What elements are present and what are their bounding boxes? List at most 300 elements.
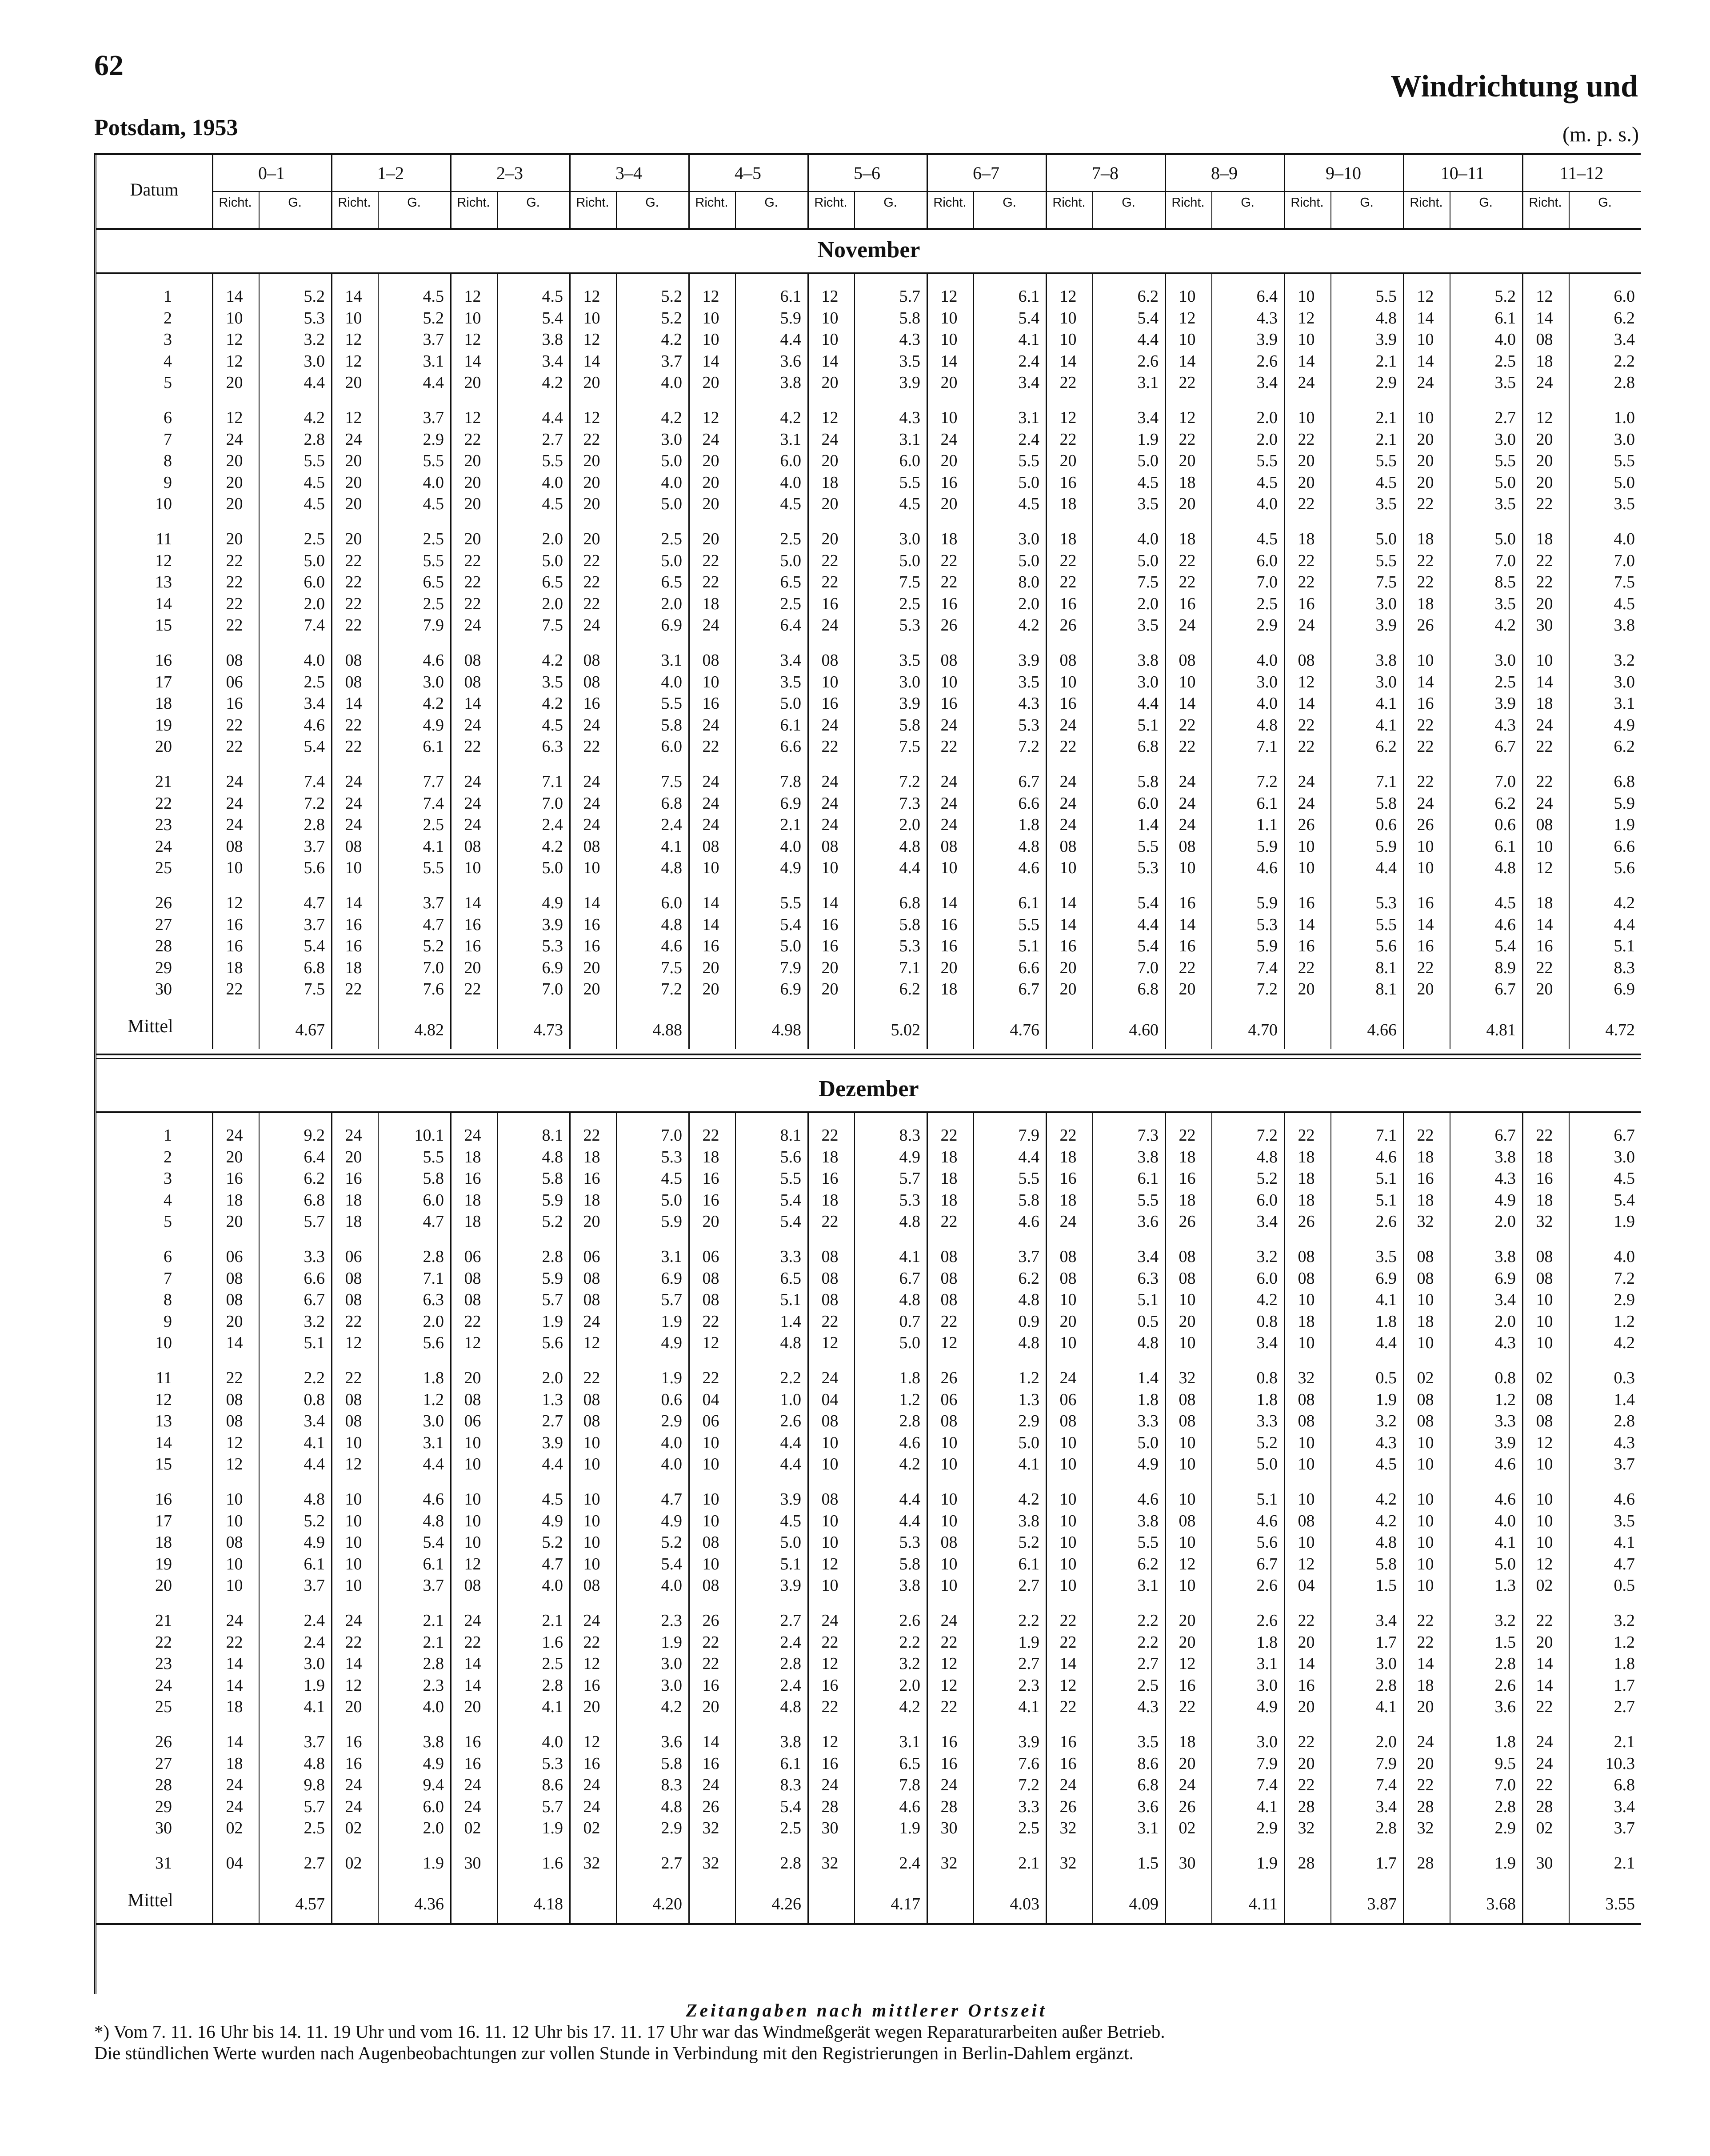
direction-cell: 20 bbox=[1059, 958, 1077, 977]
direction-cell: 14 bbox=[1536, 915, 1553, 934]
header-column-rule bbox=[927, 155, 928, 228]
speed-cell: 1.8 bbox=[423, 1369, 444, 1387]
direction-cell: 24 bbox=[345, 815, 362, 834]
time-note: Zeitangaben nach mittlerer Ortszeit bbox=[686, 2000, 1047, 2020]
direction-cell: 10 bbox=[1298, 287, 1315, 306]
hour-header: 4–5 bbox=[735, 163, 761, 183]
direction-cell: 32 bbox=[1059, 1854, 1077, 1873]
speed-cell: 2.5 bbox=[1494, 351, 1516, 371]
direction-cell: 22 bbox=[345, 737, 362, 756]
direction-cell: 22 bbox=[345, 551, 362, 570]
speed-cell: 0.6 bbox=[661, 1390, 682, 1409]
direction-cell: 08 bbox=[821, 1490, 839, 1509]
speed-cell: 7.0 bbox=[1494, 551, 1516, 570]
speed-cell: 3.8 bbox=[1137, 1511, 1159, 1530]
speed-cell: 4.1 bbox=[1375, 715, 1397, 735]
direction-cell: 20 bbox=[464, 530, 481, 548]
speed-cell: 4.8 bbox=[1018, 1334, 1039, 1353]
speed-cell: 6.0 bbox=[1256, 1190, 1278, 1210]
direction-cell: 20 bbox=[1179, 1754, 1196, 1773]
speed-cell: 4.4 bbox=[899, 1511, 920, 1530]
speed-cell: 4.0 bbox=[1494, 1511, 1516, 1530]
direction-cell: 10 bbox=[821, 1433, 839, 1452]
column-rule bbox=[1046, 272, 1047, 1049]
speed-cell: 7.2 bbox=[1256, 980, 1278, 999]
direction-cell: 14 bbox=[1417, 308, 1434, 327]
speed-cell: 4.4 bbox=[304, 1455, 325, 1474]
speed-cell: 3.8 bbox=[1375, 651, 1397, 670]
speed-cell: 9.4 bbox=[423, 1776, 444, 1795]
row-date: 10 bbox=[155, 495, 172, 514]
speed-cell: 4.6 bbox=[1375, 1147, 1397, 1166]
speed-cell: 4.2 bbox=[1375, 1490, 1397, 1509]
direction-cell: 22 bbox=[345, 616, 362, 635]
mean-value: 3.55 bbox=[1605, 1894, 1635, 1913]
speed-cell: 8.9 bbox=[1494, 958, 1516, 977]
speed-cell: 4.7 bbox=[423, 1212, 444, 1231]
direction-cell: 32 bbox=[1298, 1369, 1315, 1387]
direction-cell: 10 bbox=[1417, 837, 1434, 856]
direction-cell: 22 bbox=[583, 573, 600, 592]
speed-cell: 2.0 bbox=[1494, 1312, 1516, 1331]
speed-cell: 4.8 bbox=[542, 1147, 563, 1166]
speed-cell: 4.5 bbox=[1375, 473, 1397, 492]
speed-cell: 6.8 bbox=[899, 894, 920, 912]
speed-cell: 7.0 bbox=[1494, 1776, 1516, 1795]
speed-cell: 4.3 bbox=[1137, 1697, 1159, 1717]
header-subcolumn-rule bbox=[1330, 191, 1331, 228]
direction-cell: 14 bbox=[1417, 351, 1434, 371]
direction-cell: 12 bbox=[1536, 858, 1553, 878]
speed-cell: 2.6 bbox=[899, 1611, 920, 1630]
direction-cell: 24 bbox=[821, 772, 839, 791]
direction-cell: 22 bbox=[702, 1633, 719, 1652]
speed-cell: 6.5 bbox=[661, 573, 682, 592]
row-date: 29 bbox=[155, 1797, 172, 1816]
header-subcolumn-rule bbox=[1211, 191, 1212, 228]
speed-cell: 2.5 bbox=[423, 594, 444, 613]
direction-cell: 20 bbox=[940, 958, 958, 977]
direction-cell: 26 bbox=[940, 1369, 958, 1387]
speed-cell: 5.6 bbox=[1256, 1533, 1278, 1552]
direction-cell: 22 bbox=[226, 737, 243, 756]
direction-cell: 20 bbox=[464, 1369, 481, 1387]
speed-cell: 5.1 bbox=[304, 1334, 325, 1353]
direction-cell: 24 bbox=[1179, 616, 1196, 635]
direction-cell: 18 bbox=[226, 1754, 243, 1773]
speed-cell: 5.2 bbox=[542, 1533, 563, 1552]
direction-cell: 20 bbox=[702, 495, 719, 514]
speed-cell: 4.6 bbox=[423, 1490, 444, 1509]
direction-cell: 20 bbox=[583, 530, 600, 548]
speed-cell: 6.2 bbox=[1137, 1554, 1159, 1573]
speed-cell: 3.1 bbox=[1018, 408, 1039, 427]
column-rule bbox=[331, 272, 332, 1049]
column-rule bbox=[927, 272, 928, 1049]
row-date: 1 bbox=[164, 1126, 172, 1145]
direction-cell: 02 bbox=[583, 1819, 600, 1838]
direction-cell: 18 bbox=[1059, 530, 1077, 548]
speed-cell: 6.1 bbox=[780, 715, 801, 735]
speed-cell: 7.2 bbox=[661, 980, 682, 999]
direction-cell: 24 bbox=[345, 794, 362, 813]
direction-cell: 10 bbox=[1536, 1455, 1553, 1474]
direction-cell: 18 bbox=[940, 1190, 958, 1210]
direction-cell: 08 bbox=[940, 1290, 958, 1310]
speed-cell: 3.5 bbox=[1137, 616, 1159, 635]
direction-cell: 22 bbox=[1179, 551, 1196, 570]
direction-cell: 22 bbox=[1059, 551, 1077, 570]
direction-cell: 08 bbox=[1179, 1390, 1196, 1409]
direction-cell: 10 bbox=[1179, 672, 1196, 691]
direction-cell: 10 bbox=[1059, 308, 1077, 327]
speed-cell: 7.4 bbox=[423, 794, 444, 813]
direction-cell: 24 bbox=[226, 1776, 243, 1795]
direction-cell: 08 bbox=[821, 651, 839, 670]
speed-cell: 1.9 bbox=[542, 1819, 563, 1838]
direction-cell: 20 bbox=[583, 473, 600, 492]
direction-cell: 18 bbox=[1179, 530, 1196, 548]
direction-subheader: Richt. bbox=[1290, 196, 1324, 210]
direction-cell: 22 bbox=[1059, 373, 1077, 392]
column-rule bbox=[569, 272, 571, 1049]
direction-cell: 20 bbox=[1536, 980, 1553, 999]
row-date: 24 bbox=[155, 837, 172, 856]
direction-cell: 30 bbox=[1536, 1854, 1553, 1873]
speed-cell: 3.6 bbox=[1137, 1797, 1159, 1816]
speed-cell: 6.0 bbox=[899, 451, 920, 471]
speed-cell: 4.0 bbox=[304, 651, 325, 670]
speed-cell: 5.0 bbox=[1018, 473, 1039, 492]
speed-cell: 2.4 bbox=[780, 1633, 801, 1652]
direction-cell: 10 bbox=[345, 1490, 362, 1509]
speed-cell: 4.0 bbox=[1256, 495, 1278, 514]
speed-cell: 2.7 bbox=[1018, 1654, 1039, 1673]
direction-cell: 24 bbox=[1179, 794, 1196, 813]
direction-cell: 14 bbox=[821, 894, 839, 912]
speed-cell: 7.4 bbox=[1256, 1776, 1278, 1795]
column-rule bbox=[688, 1111, 690, 1923]
direction-cell: 22 bbox=[1417, 551, 1434, 570]
subcolumn-rule bbox=[1569, 1111, 1570, 1923]
speed-cell: 3.6 bbox=[780, 351, 801, 371]
direction-cell: 10 bbox=[821, 1533, 839, 1552]
direction-cell: 08 bbox=[1179, 837, 1196, 856]
speed-cell: 6.5 bbox=[423, 573, 444, 592]
speed-cell: 4.2 bbox=[423, 694, 444, 713]
speed-cell: 2.1 bbox=[423, 1611, 444, 1630]
row-date: 5 bbox=[164, 1212, 172, 1231]
speed-cell: 4.2 bbox=[899, 1697, 920, 1717]
direction-cell: 24 bbox=[1059, 794, 1077, 813]
speed-cell: 1.9 bbox=[1494, 1854, 1516, 1873]
subcolumn-rule bbox=[854, 272, 855, 1049]
speed-cell: 3.5 bbox=[780, 672, 801, 691]
speed-cell: 3.7 bbox=[423, 330, 444, 349]
direction-cell: 22 bbox=[1298, 1126, 1315, 1145]
subcolumn-rule bbox=[973, 272, 974, 1049]
direction-cell: 18 bbox=[821, 1190, 839, 1210]
speed-cell: 2.7 bbox=[304, 1854, 325, 1873]
direction-cell: 24 bbox=[1298, 794, 1315, 813]
direction-cell: 20 bbox=[1179, 980, 1196, 999]
speed-cell: 7.5 bbox=[1137, 573, 1159, 592]
speed-cell: 3.9 bbox=[542, 1433, 563, 1452]
direction-cell: 18 bbox=[1179, 1733, 1196, 1751]
speed-cell: 5.0 bbox=[1256, 1455, 1278, 1474]
speed-cell: 7.9 bbox=[1375, 1754, 1397, 1773]
speed-cell: 3.2 bbox=[1494, 1611, 1516, 1630]
header-column-rule bbox=[807, 155, 809, 228]
column-rule bbox=[807, 1111, 809, 1923]
speed-cell: 4.7 bbox=[542, 1554, 563, 1573]
subcolumn-rule bbox=[1569, 272, 1570, 1049]
speed-cell: 2.8 bbox=[780, 1654, 801, 1673]
speed-cell: 1.0 bbox=[1614, 408, 1635, 427]
header-bottom-rule bbox=[96, 228, 1641, 230]
direction-cell: 24 bbox=[583, 1611, 600, 1630]
speed-cell: 5.9 bbox=[1256, 837, 1278, 856]
speed-cell: 2.8 bbox=[1375, 1676, 1397, 1695]
speed-cell: 4.5 bbox=[1375, 1455, 1397, 1474]
speed-cell: 2.5 bbox=[899, 594, 920, 613]
speed-cell: 6.0 bbox=[1137, 794, 1159, 813]
speed-cell: 1.2 bbox=[899, 1390, 920, 1409]
speed-cell: 2.0 bbox=[1256, 408, 1278, 427]
speed-cell: 3.2 bbox=[899, 1654, 920, 1673]
speed-cell: 5.3 bbox=[661, 1147, 682, 1166]
direction-cell: 08 bbox=[702, 1269, 719, 1288]
speed-cell: 4.8 bbox=[661, 915, 682, 934]
direction-cell: 16 bbox=[821, 1754, 839, 1773]
direction-cell: 16 bbox=[226, 694, 243, 713]
direction-cell: 24 bbox=[821, 715, 839, 735]
direction-cell: 12 bbox=[702, 1334, 719, 1353]
speed-cell: 4.8 bbox=[1494, 858, 1516, 878]
direction-cell: 12 bbox=[226, 1455, 243, 1474]
speed-cell: 6.1 bbox=[304, 1554, 325, 1573]
speed-cell: 1.0 bbox=[780, 1390, 801, 1409]
speed-cell: 2.5 bbox=[423, 815, 444, 834]
direction-cell: 10 bbox=[1417, 1334, 1434, 1353]
direction-cell: 08 bbox=[1417, 1412, 1434, 1431]
speed-cell: 7.4 bbox=[304, 772, 325, 791]
direction-cell: 24 bbox=[821, 815, 839, 834]
direction-cell: 22 bbox=[345, 1312, 362, 1331]
direction-cell: 16 bbox=[940, 1733, 958, 1751]
direction-cell: 10 bbox=[583, 858, 600, 878]
speed-cell: 4.8 bbox=[1375, 308, 1397, 327]
speed-cell: 2.8 bbox=[1494, 1797, 1516, 1816]
direction-cell: 14 bbox=[464, 694, 481, 713]
speed-cell: 5.2 bbox=[661, 308, 682, 327]
direction-cell: 08 bbox=[464, 837, 481, 856]
direction-cell: 08 bbox=[702, 837, 719, 856]
column-rule bbox=[1165, 272, 1166, 1049]
direction-cell: 12 bbox=[1536, 287, 1553, 306]
direction-cell: 22 bbox=[345, 1369, 362, 1387]
speed-cell: 2.0 bbox=[304, 594, 325, 613]
speed-cell: 5.5 bbox=[1137, 1190, 1159, 1210]
speed-cell: 2.6 bbox=[1256, 1611, 1278, 1630]
speed-cell: 3.4 bbox=[304, 694, 325, 713]
direction-cell: 24 bbox=[583, 1312, 600, 1331]
speed-cell: 9.5 bbox=[1494, 1754, 1516, 1773]
direction-cell: 08 bbox=[821, 837, 839, 856]
speed-cell: 7.2 bbox=[1614, 1269, 1635, 1288]
direction-cell: 12 bbox=[583, 408, 600, 427]
speed-cell: 3.3 bbox=[1018, 1797, 1039, 1816]
speed-cell: 4.0 bbox=[1614, 1247, 1635, 1266]
speed-cell: 8.3 bbox=[661, 1776, 682, 1795]
direction-cell: 10 bbox=[1417, 1576, 1434, 1595]
speed-cell: 3.7 bbox=[423, 894, 444, 912]
direction-cell: 08 bbox=[821, 1247, 839, 1266]
direction-cell: 14 bbox=[345, 894, 362, 912]
direction-cell: 24 bbox=[1059, 1212, 1077, 1231]
speed-cell: 2.4 bbox=[899, 1854, 920, 1873]
speed-cell: 4.8 bbox=[899, 1290, 920, 1310]
speed-cell: 4.2 bbox=[542, 651, 563, 670]
direction-cell: 20 bbox=[1298, 1754, 1315, 1773]
speed-cell: 3.5 bbox=[1375, 1247, 1397, 1266]
direction-cell: 10 bbox=[1059, 1334, 1077, 1353]
speed-cell: 4.3 bbox=[899, 408, 920, 427]
speed-subheader: G. bbox=[1122, 196, 1135, 210]
direction-cell: 08 bbox=[702, 1290, 719, 1310]
mean-value: 4.26 bbox=[771, 1894, 801, 1913]
speed-cell: 2.2 bbox=[304, 1369, 325, 1387]
speed-cell: 4.1 bbox=[304, 1433, 325, 1452]
direction-cell: 24 bbox=[821, 794, 839, 813]
direction-cell: 08 bbox=[226, 1412, 243, 1431]
speed-cell: 6.0 bbox=[1256, 1269, 1278, 1288]
speed-cell: 3.8 bbox=[1137, 651, 1159, 670]
wind-table bbox=[94, 155, 1641, 1994]
speed-cell: 3.8 bbox=[780, 1733, 801, 1751]
direction-cell: 32 bbox=[1536, 1212, 1553, 1231]
direction-cell: 10 bbox=[464, 308, 481, 327]
direction-cell: 22 bbox=[1417, 495, 1434, 514]
direction-cell: 08 bbox=[1298, 1247, 1315, 1266]
speed-cell: 7.2 bbox=[1256, 772, 1278, 791]
direction-cell: 08 bbox=[464, 1290, 481, 1310]
speed-cell: 1.1 bbox=[1256, 815, 1278, 834]
direction-cell: 14 bbox=[345, 694, 362, 713]
direction-cell: 20 bbox=[940, 373, 958, 392]
direction-cell: 24 bbox=[226, 1797, 243, 1816]
speed-cell: 5.4 bbox=[1494, 937, 1516, 956]
direction-cell: 14 bbox=[464, 351, 481, 371]
direction-cell: 08 bbox=[1298, 1269, 1315, 1288]
direction-cell: 10 bbox=[1059, 1490, 1077, 1509]
direction-cell: 22 bbox=[583, 1126, 600, 1145]
speed-cell: 6.1 bbox=[1018, 1554, 1039, 1573]
speed-cell: 5.8 bbox=[661, 1754, 682, 1773]
direction-cell: 16 bbox=[464, 937, 481, 956]
direction-cell: 18 bbox=[1179, 1147, 1196, 1166]
direction-cell: 02 bbox=[226, 1819, 243, 1838]
direction-cell: 10 bbox=[821, 1455, 839, 1474]
direction-cell: 08 bbox=[345, 1390, 362, 1409]
direction-cell: 22 bbox=[464, 737, 481, 756]
speed-cell: 5.3 bbox=[1375, 894, 1397, 912]
speed-cell: 4.4 bbox=[1137, 694, 1159, 713]
direction-cell: 22 bbox=[1298, 1733, 1315, 1751]
speed-cell: 4.0 bbox=[1256, 651, 1278, 670]
speed-cell: 5.5 bbox=[1018, 915, 1039, 934]
speed-cell: 2.5 bbox=[304, 1819, 325, 1838]
row-date: 9 bbox=[164, 1312, 172, 1331]
direction-cell: 24 bbox=[583, 815, 600, 834]
speed-cell: 1.9 bbox=[1137, 430, 1159, 449]
direction-cell: 12 bbox=[226, 330, 243, 349]
speed-cell: 2.5 bbox=[542, 1654, 563, 1673]
direction-cell: 10 bbox=[226, 1490, 243, 1509]
speed-cell: 4.0 bbox=[780, 473, 801, 492]
direction-cell: 24 bbox=[1298, 772, 1315, 791]
speed-cell: 5.4 bbox=[1137, 308, 1159, 327]
speed-cell: 4.6 bbox=[423, 651, 444, 670]
speed-cell: 3.4 bbox=[1137, 408, 1159, 427]
speed-subheader: G. bbox=[1360, 196, 1374, 210]
hour-header: 2–3 bbox=[496, 163, 523, 183]
direction-cell: 08 bbox=[940, 1533, 958, 1552]
direction-cell: 12 bbox=[345, 330, 362, 349]
direction-cell: 32 bbox=[821, 1854, 839, 1873]
direction-cell: 18 bbox=[940, 1147, 958, 1166]
direction-cell: 16 bbox=[583, 937, 600, 956]
direction-subheader: Richt. bbox=[933, 196, 967, 210]
speed-cell: 3.1 bbox=[899, 430, 920, 449]
speed-cell: 6.5 bbox=[780, 573, 801, 592]
subcolumn-rule bbox=[854, 1111, 855, 1923]
speed-cell: 6.8 bbox=[1137, 737, 1159, 756]
speed-cell: 7.2 bbox=[304, 794, 325, 813]
speed-cell: 5.6 bbox=[423, 1334, 444, 1353]
speed-cell: 1.8 bbox=[1256, 1390, 1278, 1409]
row-date: 18 bbox=[155, 1533, 172, 1552]
direction-cell: 20 bbox=[1536, 594, 1553, 613]
speed-cell: 5.7 bbox=[304, 1212, 325, 1231]
speed-cell: 5.0 bbox=[1018, 1433, 1039, 1452]
direction-cell: 10 bbox=[940, 308, 958, 327]
direction-cell: 22 bbox=[1536, 772, 1553, 791]
direction-subheader: Richt. bbox=[576, 196, 609, 210]
direction-cell: 12 bbox=[1179, 1654, 1196, 1673]
direction-cell: 12 bbox=[821, 1733, 839, 1751]
speed-cell: 3.9 bbox=[1494, 694, 1516, 713]
speed-cell: 5.4 bbox=[304, 937, 325, 956]
row-date: 6 bbox=[164, 408, 172, 427]
direction-cell: 20 bbox=[702, 980, 719, 999]
direction-cell: 16 bbox=[821, 694, 839, 713]
direction-cell: 10 bbox=[464, 858, 481, 878]
speed-cell: 4.8 bbox=[780, 1697, 801, 1717]
hour-header: 9–10 bbox=[1326, 163, 1361, 183]
direction-cell: 22 bbox=[1179, 1697, 1196, 1717]
direction-cell: 12 bbox=[226, 894, 243, 912]
speed-cell: 2.8 bbox=[1375, 1819, 1397, 1838]
speed-cell: 6.2 bbox=[1137, 287, 1159, 306]
direction-cell: 12 bbox=[940, 1334, 958, 1353]
direction-cell: 22 bbox=[1298, 1611, 1315, 1630]
speed-cell: 6.1 bbox=[423, 737, 444, 756]
direction-cell: 16 bbox=[940, 1754, 958, 1773]
direction-cell: 08 bbox=[226, 1390, 243, 1409]
speed-cell: 3.0 bbox=[899, 530, 920, 548]
direction-cell: 08 bbox=[464, 672, 481, 691]
